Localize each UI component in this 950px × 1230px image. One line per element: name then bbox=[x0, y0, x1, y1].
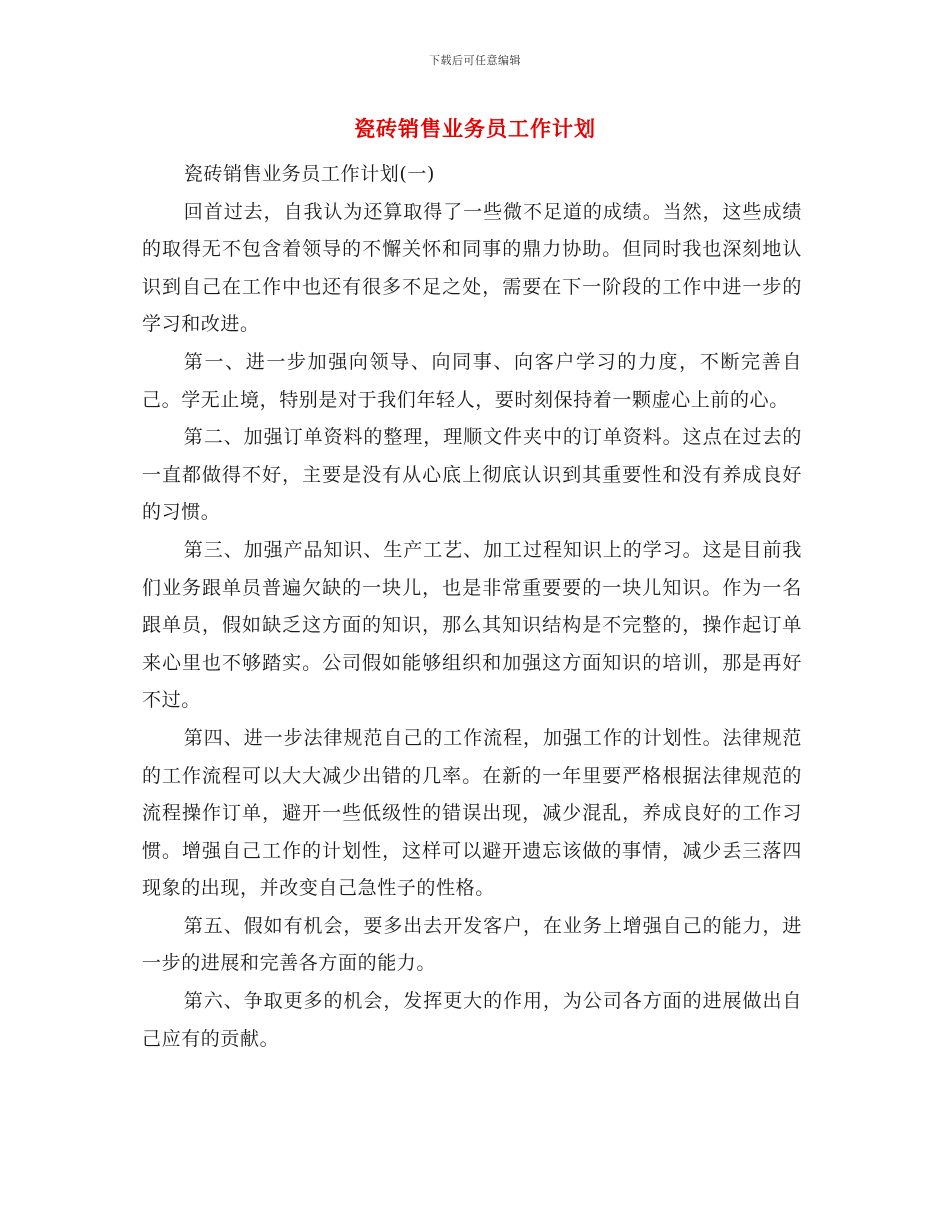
header-note: 下载后可任意编辑 bbox=[429, 54, 521, 67]
paragraph: 第二、加强订单资料的整理，理顺文件夹中的订单资料。这点在过去的一直都做得不好，主要是没有从心底上彻底认识到其重要性和没有养成良好的习惯。 bbox=[142, 426, 802, 524]
document-body bbox=[142, 156, 802, 1058]
paragraph: 第一、进一步加强向领导、向同事、向客户学习的力度，不断完善自己。学无止境，特别是对于我们年轻人，要时刻保持着一颗虚心上前的心。 bbox=[142, 350, 802, 411]
paragraph: 第六、争取更多的机会，发挥更大的作用，为公司各方面的进展做出自己应有的贡献。 bbox=[142, 990, 802, 1050]
section-heading: 瓷砖销售业务员工作计划(一) bbox=[183, 163, 436, 185]
document-title: 瓷砖销售业务员工作计划 bbox=[354, 117, 596, 141]
paragraph: 第三、加强产品知识、生产工艺、加工过程知识上的学习。这是目前我们业务跟单员普遍欠缺的一块儿，也是非常重要要的一块儿知识。作为一名跟单员，假如缺乏这方面的知识，那么其知识结构是不完整的，操作起订单来心里也不够踏实。公司假如能够组织和加强这方面知识的培训，那是再好不过。 bbox=[142, 538, 802, 712]
paragraph: 第五、假如有机会，要多出去开发客户，在业务上增强自己的能力，进一步的进展和完善各方面的能力。 bbox=[142, 914, 802, 975]
paragraph: 回首过去，自我认为还算取得了一些微不足道的成绩。当然，这些成绩的取得无不包含着领导的不懈关怀和同事的鼎力协助。但同时我也深刻地认识到自己在工作中也还有很多不足之处，需要在下一阶段的工作中进一步的学习和改进。 bbox=[142, 200, 802, 336]
paragraph: 第四、进一步法律规范自己的工作流程，加强工作的计划性。法律规范的工作流程可以大大减少出错的几率。在新的一年里要严格根据法律规范的流程操作订单，避开一些低级性的错误出现，减少混乱，养成良好的工作习惯。增强自己工作的计划性，这样可以避开遗忘该做的事情，减少丢三落四现象的出现，并改变自己急性子的性格。 bbox=[142, 726, 802, 900]
